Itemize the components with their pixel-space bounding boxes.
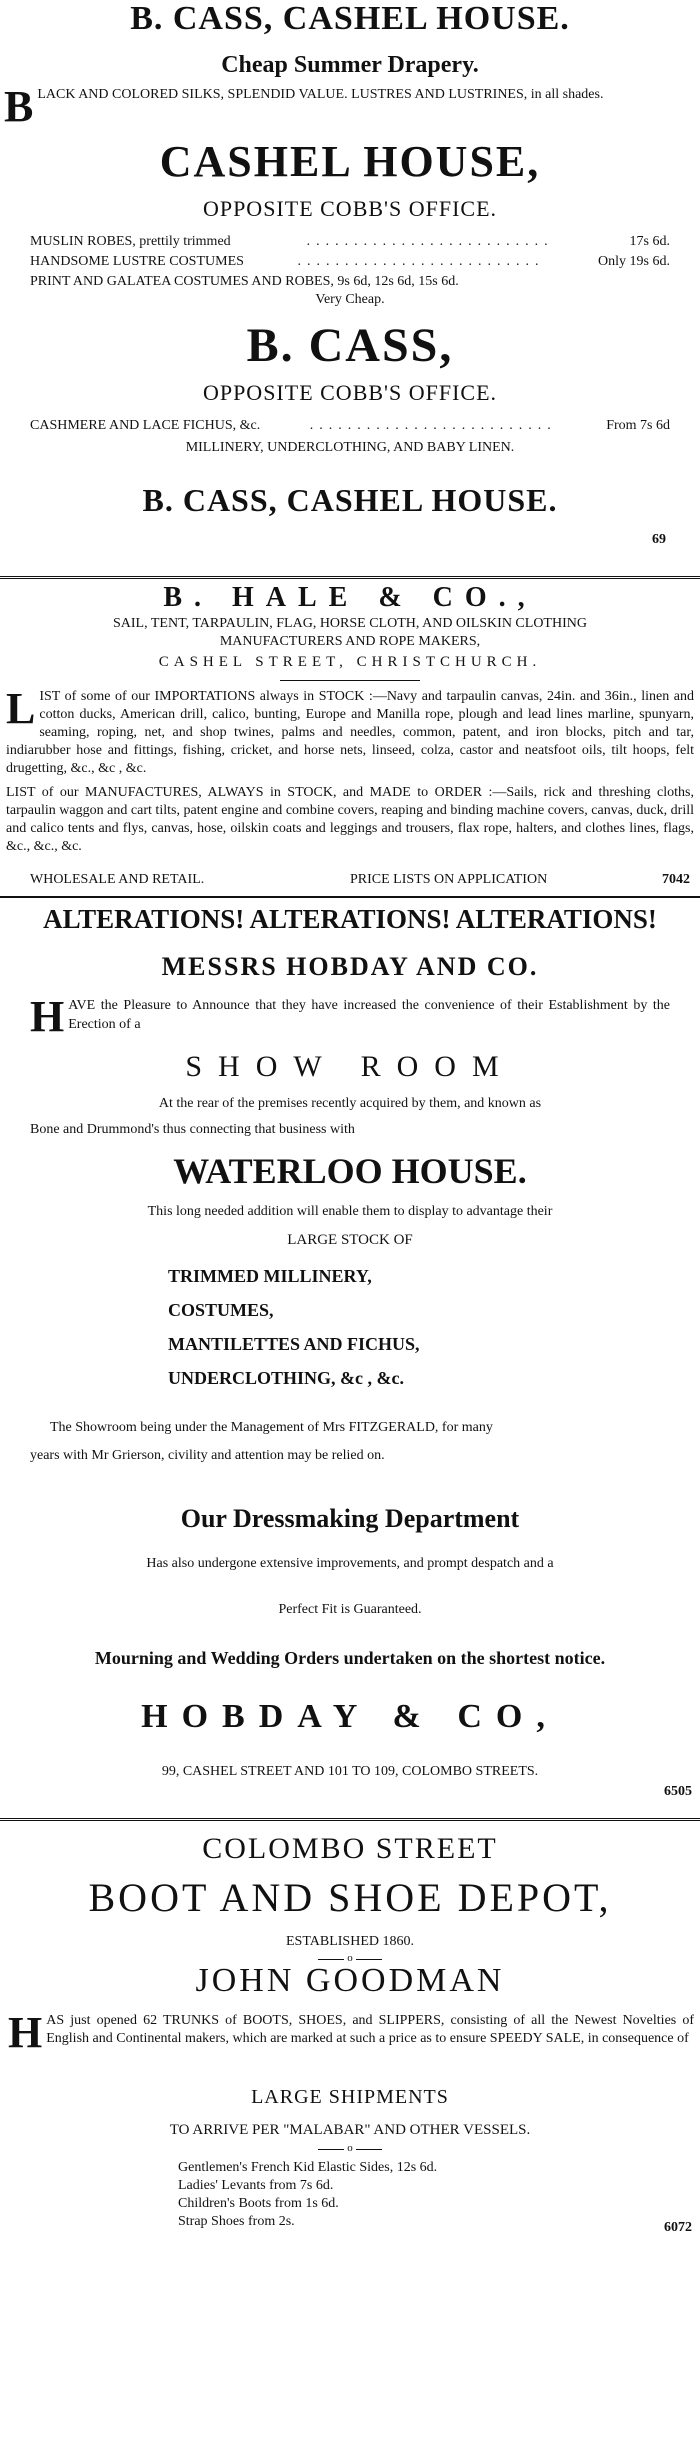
have-paragraph [30, 992, 670, 1041]
short-rule [356, 1959, 382, 1960]
malabar-line: TO ARRIVE PER "MALABAR" AND OTHER VESSELS. [169, 2122, 531, 2138]
long-needed-line: This long needed addition will enable them to display to advantage their [147, 1204, 553, 1219]
opposite-cobbs-1: OPPOSITE COBB'S OFFICE. [202, 196, 498, 221]
importations-dropcap: L [6, 684, 36, 733]
messrs-hobday: MESSRS HOBDAY AND CO. [161, 952, 539, 981]
hale-sub1: SAIL, TENT, TARPAULIN, FLAG, HORSE CLOTH, AND OILSKIN CLOTHING [113, 616, 587, 631]
hale-title: B. HALE & CO., [163, 582, 537, 613]
rear-line: At the rear of the premises recently acquired by them, and known as [158, 1096, 542, 1111]
waterloo-heading: WATERLOO HOUSE. [173, 1151, 527, 1191]
stock-item: TRIMMED MILLINERY, [168, 1266, 372, 1286]
fichus-line [30, 418, 670, 434]
divider [0, 576, 700, 579]
importations-text: IST of some of our IMPORTATIONS always in STOCK :—Navy and tarpaulin canvas, 24in. and 36in., linen and cotton ducks, American drill, calico, bunting, Europe and Manilla rope, plough and lead lines marline, spunyarn, seaming, roping, net, and shop twines, palms and needles, common, patent, and iron blocks, pitch and tar, indiarubber hose and fittings, fishing, cricket, and horse nets, linseed, colza, castor and neatsfoot oils, tilt hoops, felt drugetting, &c., &c , &c. [6, 689, 694, 776]
shoe-item: Strap Shoes from 2s. [178, 2214, 295, 2229]
short-rule [280, 680, 420, 681]
dressmaking-heading: Our Dressmaking Department [180, 1504, 520, 1533]
show-room-heading: SHOW ROOM [185, 1050, 515, 1083]
fichus-item: CASHMERE AND LACE FICHUS, &c. [30, 418, 261, 433]
have-dropcap: H [30, 992, 65, 1041]
short-rule [356, 2149, 382, 2150]
ad-number: 69 [652, 532, 666, 547]
wholesale-text: WHOLESALE AND RETAIL. [30, 872, 205, 887]
importations-paragraph [6, 684, 694, 778]
hale-sub2: MANUFACTURERS AND ROPE MAKERS, [219, 634, 481, 649]
divider [0, 896, 700, 898]
have-text: AVE the Pleasure to Announce that they have increased the convenience of their Establishment by the Erection of a [68, 998, 670, 1032]
ad-number: 6505 [664, 1784, 692, 1799]
mourning-line: Mourning and Wedding Orders undertaken on the shortest notice. [94, 1648, 606, 1668]
shoe-item: Ladies' Levants from 7s 6d. [178, 2178, 334, 2193]
has-dropcap: H [8, 2008, 43, 2057]
leader-dots: .......................... [309, 418, 557, 433]
divider [0, 1818, 700, 1821]
millinery-line: MILLINERY, UNDERCLOTHING, AND BABY LINEN. [185, 440, 515, 455]
short-rule [318, 2149, 344, 2150]
stock-item: UNDERCLOTHING, &c , &c. [168, 1368, 404, 1388]
fichus-price: From 7s 6d [606, 418, 670, 433]
large-stock-line: LARGE STOCK OF [287, 1232, 413, 1248]
ad-number: 6072 [664, 2220, 692, 2235]
price-line-item: MUSLIN ROBES, prettily trimmed [30, 234, 231, 249]
manufactures-paragraph: LIST of our MANUFACTURES, ALWAYS in STOCK, and MADE to ORDER :—Sails, rick and threshing cloths, tarpaulin waggon and cart tilts, patent engine and combine covers, reaping and binding machine covers, canvas, duck, drill and calico tents and flys, canvas, hose, oilskin coats and leggings and trousers, flax rope, halters, and clothes lines, flags, &c., &c., &c. [6, 785, 694, 854]
improve-line1: Has also undergone extensive improvements, and prompt despatch and a [146, 1556, 554, 1571]
cass-heading: B. CASS, [246, 319, 454, 372]
ornament: o [347, 2142, 353, 2154]
boot-depot-heading: BOOT AND SHOE DEPOT, [88, 1875, 612, 1920]
shoe-item: Children's Boots from 1s 6d. [178, 2196, 339, 2211]
opposite-cobbs-2: OPPOSITE COBB'S OFFICE. [202, 380, 498, 405]
goodman-heading: JOHN GOODMAN [195, 1962, 505, 1999]
very-cheap: Very Cheap. [315, 292, 385, 307]
price-line-muslin [30, 234, 670, 250]
price-lists-text: PRICE LISTS ON APPLICATION [350, 872, 548, 887]
silks-text: LACK AND COLORED SILKS, SPLENDID VALUE. LUSTRES AND LUSTRINES, in all shades. [37, 87, 604, 102]
price-line-price: 17s 6d. [629, 234, 670, 249]
showroom-line1: The Showroom being under the Management of Mrs FITZGERALD, for many [50, 1420, 493, 1435]
ad-number: 7042 [662, 872, 690, 887]
leader-dots: .......................... [297, 254, 545, 269]
shoe-item: Gentlemen's French Kid Elastic Sides, 12s 6d. [178, 2160, 438, 2175]
silks-dropcap: B [4, 82, 34, 131]
leader-dots: .......................... [306, 234, 554, 249]
showroom-line2: years with Mr Grierson, civility and attention may be relied on. [30, 1448, 385, 1463]
established-line: ESTABLISHED 1860. [286, 1934, 414, 1949]
price-line-item: HANDSOME LUSTRE COSTUMES [30, 254, 244, 269]
stock-item: MANTILETTES AND FICHUS, [168, 1334, 420, 1354]
colombo-street: COLOMBO STREET [202, 1832, 498, 1865]
alterations-headline: ALTERATIONS! ALTERATIONS! ALTERATIONS! [43, 904, 657, 934]
ornament: o [347, 1952, 353, 1964]
cashel-house-heading: CASHEL HOUSE, [159, 137, 541, 186]
cass-subtitle: Cheap Summer Drapery. [221, 52, 479, 78]
bone-line: Bone and Drummond's thus connecting that business with [30, 1122, 355, 1137]
silks-paragraph [4, 82, 696, 131]
short-rule [318, 1959, 344, 1960]
price-line-lustre [30, 254, 670, 270]
price-line-price: Only 19s 6d. [598, 254, 670, 269]
has-text: AS just opened 62 TRUNKS of BOOTS, SHOES, and SLIPPERS, consisting of all the Newest Novelties of English and Continental makers, which are marked at such a price as to ensure SPEEDY SALE, in consequence of [46, 2013, 694, 2046]
price-line-print: PRINT AND GALATEA COSTUMES AND ROBES, 9s 6d, 12s 6d, 15s 6d. [30, 274, 459, 289]
cass-title: B. CASS, CASHEL HOUSE. [130, 0, 570, 37]
shipments-line: LARGE SHIPMENTS [251, 2086, 449, 2108]
cass-footer: B. CASS, CASHEL HOUSE. [142, 482, 558, 518]
hale-address: CASHEL STREET, CHRISTCHURCH. [158, 654, 542, 670]
stock-item: COSTUMES, [168, 1300, 274, 1320]
hobday-footer: HOBDAY & CO, [141, 1698, 559, 1735]
has-paragraph [8, 2008, 694, 2057]
streets-line: 99, CASHEL STREET AND 101 TO 109, COLOMBO STREETS. [161, 1764, 539, 1779]
improve-line2: Perfect Fit is Guaranteed. [278, 1602, 422, 1617]
